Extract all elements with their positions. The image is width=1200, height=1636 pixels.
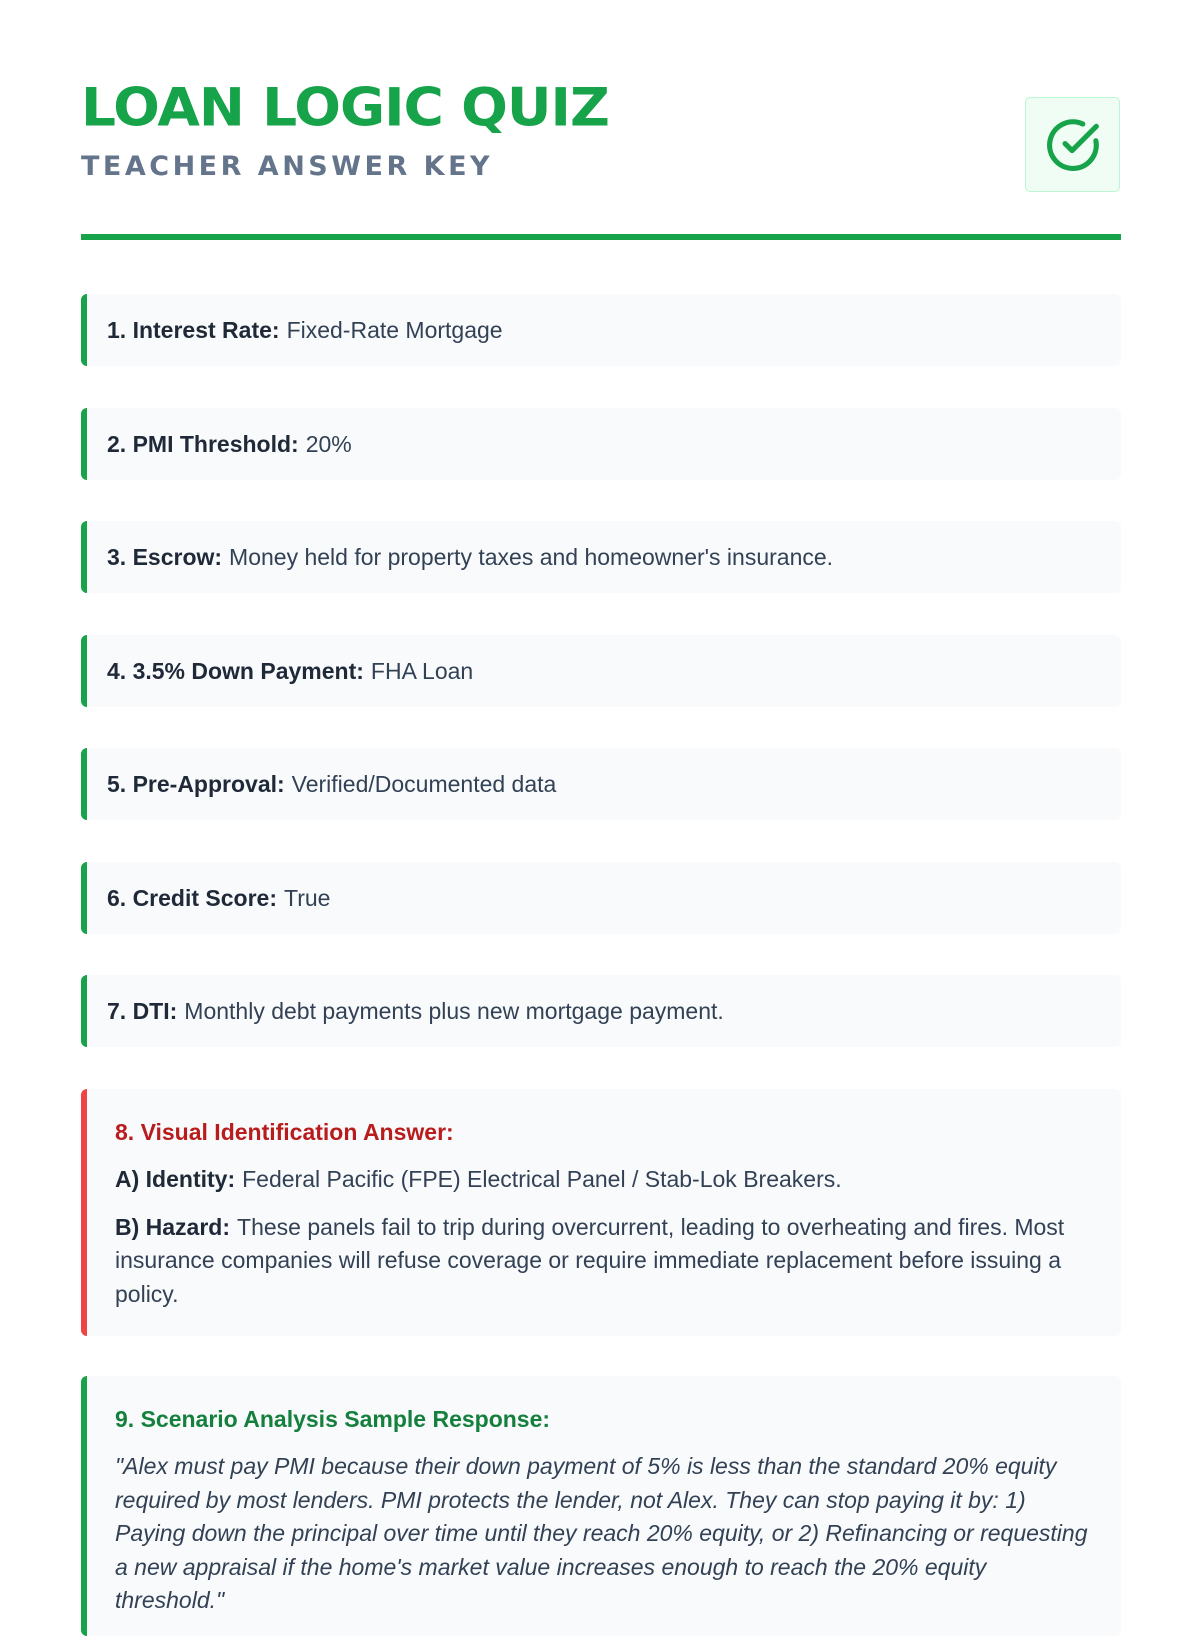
- hazard-answer: [115, 1211, 1093, 1312]
- answer-card-5: [81, 748, 1121, 820]
- answer-value: Monthly debt payments plus new mortgage payment.: [184, 997, 724, 1024]
- check-circle-icon: [1045, 117, 1101, 173]
- answer-card-2: [81, 408, 1121, 480]
- identity-label: A) Identity:: [115, 1166, 236, 1192]
- header-divider: [81, 234, 1121, 240]
- answer-card-3: [81, 521, 1121, 593]
- page-header: [81, 77, 1121, 240]
- answer-value: Fixed-Rate Mortgage: [286, 316, 503, 343]
- visual-heading: 8. Visual Identification Answer:: [115, 1119, 454, 1145]
- answer-label: 6. Credit Score:: [107, 884, 277, 911]
- answer-card-1: [81, 294, 1121, 366]
- scenario-heading: 9. Scenario Analysis Sample Response:: [115, 1406, 551, 1432]
- answer-label: 5. Pre-Approval:: [107, 770, 285, 797]
- hazard-value: These panels fail to trip during overcurrent, leading to overheating and fires. Most insurance companies will refuse coverage or require immediate replacement before issuing a policy.: [115, 1213, 1065, 1307]
- page-title: LOAN LOGIC QUIZ: [81, 77, 609, 139]
- answer-card-7: [81, 975, 1121, 1047]
- identity-answer: [115, 1163, 1093, 1197]
- answer-label: 1. Interest Rate:: [107, 316, 280, 343]
- answer-value: True: [284, 884, 331, 911]
- answer-card-6: [81, 862, 1121, 934]
- answer-card-4: [81, 635, 1121, 707]
- scenario-analysis-card: [81, 1376, 1121, 1636]
- answer-label: 2. PMI Threshold:: [107, 430, 299, 457]
- answer-label: 3. Escrow:: [107, 543, 223, 570]
- visual-identification-card: [81, 1089, 1121, 1336]
- page-subtitle: TEACHER ANSWER KEY: [81, 151, 494, 182]
- check-badge: [1025, 97, 1120, 192]
- answer-label: 7. DTI:: [107, 997, 178, 1024]
- hazard-label: B) Hazard:: [115, 1213, 231, 1240]
- identity-value: Federal Pacific (FPE) Electrical Panel / Stab-Lok Breakers.: [242, 1166, 842, 1192]
- answer-label: 4. 3.5% Down Payment:: [107, 657, 364, 684]
- scenario-response: "Alex must pay PMI because their down payment of 5% is less than the standard 20% equity required by most lenders. PMI protects the lender, not Alex. They can stop paying it by: 1) Paying down the principal over time until they reach 20% equity, or 2) Refinancing or requesting a new appraisal if the home's market value increases enough to reach the 20% equity threshold.": [115, 1453, 1088, 1613]
- answer-value: 20%: [305, 430, 352, 457]
- answer-value: Verified/Documented data: [291, 770, 557, 797]
- answer-value: FHA Loan: [370, 657, 474, 684]
- answer-value: Money held for property taxes and homeowner's insurance.: [229, 543, 834, 570]
